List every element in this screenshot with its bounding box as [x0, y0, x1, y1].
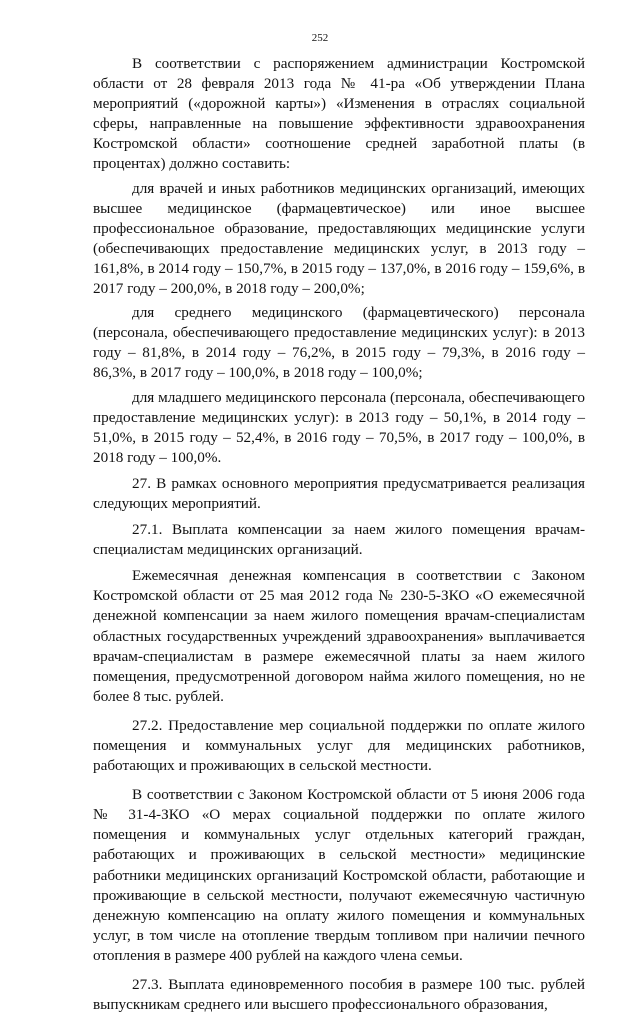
- paragraph-item-27-3: 27.3. Выплата единовременного пособия в размере 100 тыс. рублей выпускникам среднего или высшего профессионального образования,: [93, 976, 585, 1014]
- paragraph-item-27-2: 27.2. Предоставление мер социальной поддержки по оплате жилого помещения и коммунальных услуг для медицинских работников, работающих и проживающих в сельской местности.: [93, 716, 585, 775]
- paragraph-item-27: 27. В рамках основного мероприятия предусматривается реализация следующих мероприятий.: [93, 474, 585, 512]
- paragraph-doctors-ratio: для врачей и иных работников медицинских организаций, имеющих высшее медицинское (фармацевтическое) или иное высшее профессиональное образование, предоставляющих медицинские услуги (обеспечивающих предоставление медицинских услуг, в 2013 году – 161,8%, в 2014 году – 150,7%, в 2015 году – 137,0%, в 2016 году – 159,6%, в 2017 году – 200,0%, в 2018 году – 200,0%;: [93, 179, 585, 298]
- paragraph-junior-staff-ratio: для младшего медицинского персонала (персонала, обеспечивающего предоставление медицинских услуг): в 2013 году – 50,1%, в 2014 году – 51,0%, в 2015 году – 52,4%, в 2016 году – 70,5%, в 2017 году – 100,0%, в 2018 году – 100,0%.: [93, 388, 585, 466]
- paragraph-monthly-compensation: Ежемесячная денежная компенсация в соответствии с Законом Костромской области от 25 мая 2012 года № 230-5-ЗКО «О ежемесячной денежной компенсации за наем жилого помещения врачам-специалистам областных государственных учреждений здравоохранения» выплачивается врачам-специалистам в размере ежемесячной платы за наем жилого помещения, предусмотренной договором найма жилого помещения, но не более 8 тыс. рублей.: [93, 567, 585, 705]
- document-body: [93, 54, 585, 1015]
- paragraph-item-27-1: 27.1. Выплата компенсации за наем жилого помещения врачам-специалистам медицинских организаций.: [93, 521, 585, 559]
- page-number: 252: [311, 32, 329, 44]
- paragraph-intro-salary-ratio: В соответствии с распоряжением администрации Костромской области от 28 февраля 2013 года № 41-ра «Об утверждении Плана мероприятий («дорожной карты») «Изменения в отраслях социальной сферы, направленные на повышение эффективности здравоохранения Костромской области» соотношение средней заработной платы (в процентах) должно составить:: [93, 55, 585, 173]
- paragraph-rural-support-law: В соответствии с Законом Костромской области от 5 июня 2006 года № 31-4-ЗКО «О мерах социальной поддержки по оплате жилого помещения и коммунальных услуг отдельных категорий граждан, работающих и проживающих в сельской местности» медицинские работники медицинских организаций Костромской области, работающие и проживающие в сельской местности, получают ежемесячную частичную денежную компенсацию на оплату жилого помещения и коммунальных услуг, в том числе на отопление твердым топливом при наличии печного отопления в размере 400 рублей на каждого члена семьи.: [93, 786, 585, 964]
- paragraph-mid-level-staff-ratio: для среднего медицинского (фармацевтического) персонала (персонала, обеспечивающего предоставление медицинских услуг): в 2013 году – 81,8%, в 2014 году – 76,2%, в 2015 году – 79,3%, в 2016 году – 86,3%, в 2017 году – 100,0%, в 2018 году – 100,0%;: [93, 304, 585, 382]
